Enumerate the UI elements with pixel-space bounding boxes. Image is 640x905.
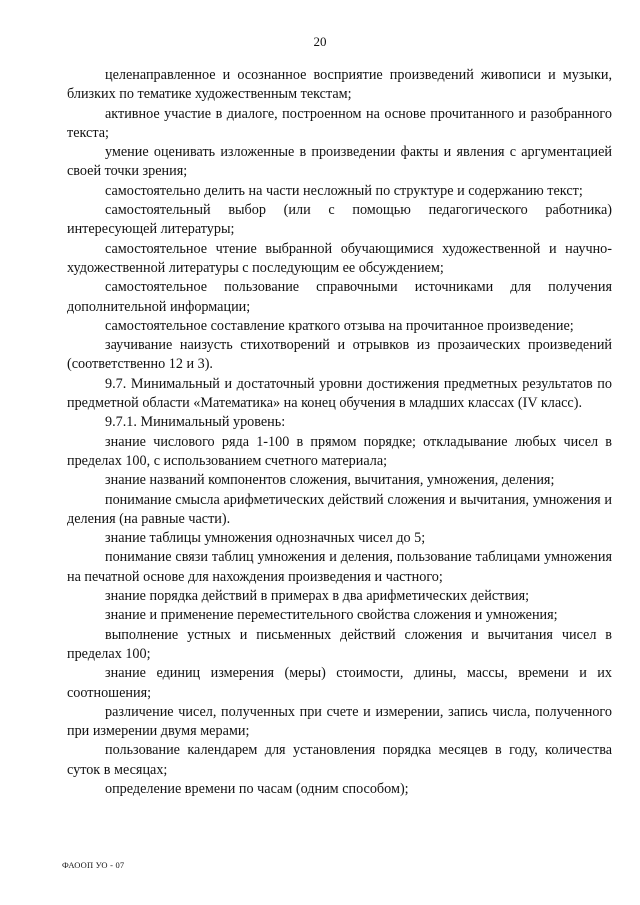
page-number: 20 bbox=[313, 34, 327, 49]
paragraph: выполнение устных и письменных действий сложения и вычитания чисел в пределах 100; bbox=[67, 626, 612, 662]
paragraph: знание числового ряда 1-100 в прямом порядке; откладывание любых чисел в пределах 100, с использованием счетного материала; bbox=[67, 433, 612, 469]
paragraph: понимание смысла арифметических действий сложения и вычитания, умножения и деления (на равные части). bbox=[67, 491, 612, 527]
paragraph: знание и применение переместительного свойства сложения и умножения; bbox=[105, 607, 558, 624]
paragraph: заучивание наизусть стихотворений и отрывков из прозаических произведений (соответственно 12 и 3). bbox=[67, 337, 612, 373]
paragraph: активное участие в диалоге, построенном на основе прочитанного и разобранного текста; bbox=[67, 105, 612, 141]
body-text bbox=[67, 66, 612, 799]
paragraph: знание названий компонентов сложения, вычитания, умножения, деления; bbox=[105, 472, 555, 489]
paragraph: различение чисел, полученных при счете и измерении, запись числа, полученного при измерении двумя мерами; bbox=[67, 703, 612, 740]
paragraph: знание таблицы умножения однозначных чисел до 5; bbox=[105, 530, 426, 547]
paragraph: умение оценивать изложенные в произведении факты и явления с аргументацией своей точки зрения; bbox=[67, 144, 612, 180]
paragraph: целенаправленное и осознанное восприятие произведений живописи и музыки, близких по тематике художественным текстам; bbox=[67, 67, 612, 103]
paragraph: пользование календарем для установления порядка месяцев в году, количества суток в месяцах; bbox=[67, 742, 612, 778]
subsection-heading: 9.7.1. Минимальный уровень: bbox=[105, 414, 286, 431]
paragraph: определение времени по часам (одним способом); bbox=[105, 780, 409, 797]
paragraph: самостоятельное пользование справочными источниками для получения дополнительной информации; bbox=[67, 279, 612, 315]
paragraph: знание единиц измерения (меры) стоимости, длины, массы, времени и их соотношения; bbox=[67, 665, 612, 701]
footer-code: ФАООП УО - 07 bbox=[62, 860, 125, 870]
paragraph: понимание связи таблиц умножения и деления, пользование таблицами умножения на печатной основе для нахождения произведения и частного; bbox=[67, 549, 612, 585]
paragraph: знание порядка действий в примерах в два арифметических действия; bbox=[105, 588, 530, 605]
paragraph: самостоятельный выбор (или с помощью педагогического работника) интересующей литературы; bbox=[67, 202, 612, 238]
paragraph: самостоятельное составление краткого отзыва на прочитанное произведение; bbox=[105, 317, 574, 334]
paragraph: самостоятельное чтение выбранной обучающимися художественной и научно-художественной литературы с последующим ее обсуждением; bbox=[67, 240, 612, 276]
section-heading: 9.7. Минимальный и достаточный уровни достижения предметных результатов по предметной области «Математика» на конец обучения в младших классах (IV класс). bbox=[67, 375, 612, 412]
paragraph: самостоятельно делить на части несложный по структуре и содержанию текст; bbox=[105, 182, 583, 199]
